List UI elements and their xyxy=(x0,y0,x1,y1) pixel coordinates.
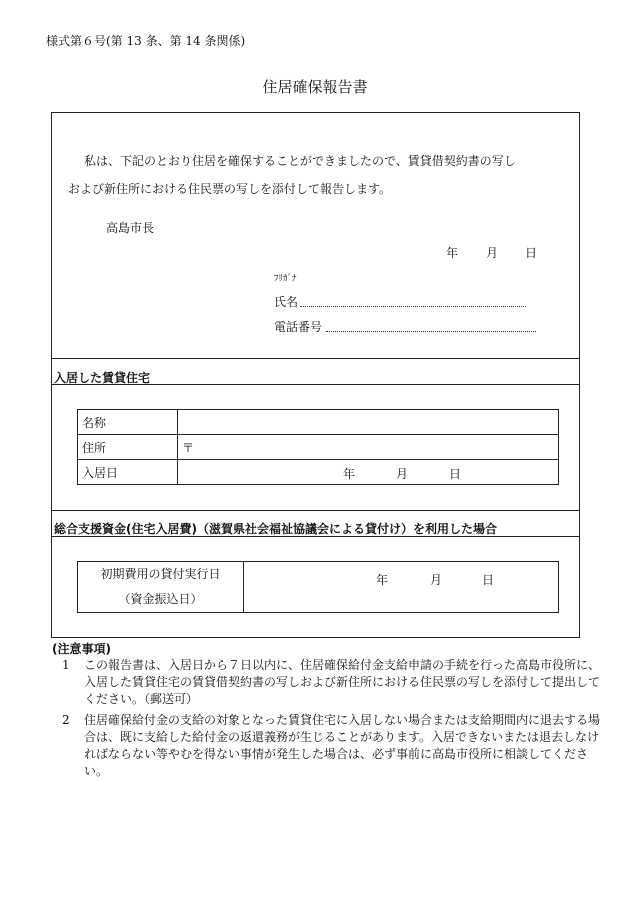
table-row xyxy=(78,562,559,613)
note-text: 住居確保給付金の支給の対象となった賃貸住宅に入居しない場合または支給期間内に退去する場合は、既に支給した給付金の返還義務が生じることがあります。入居できないまたは退去しなければならない等やむを得ない事情が発生した場合は、必ず事前に高島市役所に相談してください。 xyxy=(84,713,601,778)
loan-day-label: 日 xyxy=(482,573,495,587)
section-loan-heading: 総合支援資金(住宅入居費)（滋賀県社会福祉協議会による貸付け）を利用した場合 xyxy=(54,522,497,536)
note-number: 2 xyxy=(62,713,70,727)
move-in-day-label: 日 xyxy=(449,467,462,481)
intro-text xyxy=(68,147,516,203)
table-row xyxy=(78,460,559,485)
loan-date-field[interactable] xyxy=(244,562,559,613)
loan-date-sublabel: （資金振込日） xyxy=(118,592,203,606)
note-number: 1 xyxy=(62,658,70,672)
addressee: 高島市長 xyxy=(106,221,155,235)
divider xyxy=(52,358,579,359)
divider xyxy=(52,510,579,511)
move-in-month-label: 月 xyxy=(396,467,409,481)
move-in-date-label: 入居日 xyxy=(78,460,178,485)
name-label: 氏名 xyxy=(274,295,299,309)
loan-date-label-cell xyxy=(78,562,244,613)
table-row xyxy=(78,435,559,460)
rental-address-field[interactable]: 〒 xyxy=(178,435,559,460)
note-item xyxy=(62,712,607,782)
furigana-label: ﾌﾘｶﾞﾅ xyxy=(274,274,297,284)
phone-label: 電話番号 xyxy=(274,320,323,334)
section-rental-heading: 入居した賃貸住宅 xyxy=(54,371,151,385)
name-input-line[interactable] xyxy=(300,306,526,307)
rental-name-field[interactable] xyxy=(178,410,559,435)
rental-housing-table xyxy=(77,409,559,485)
date-month-label: 月 xyxy=(486,246,499,260)
date-year-label: 年 xyxy=(446,246,459,260)
loan-year-label: 年 xyxy=(376,573,389,587)
rental-name-label: 名称 xyxy=(78,410,178,435)
rental-address-label: 住所 xyxy=(78,435,178,460)
date-day-label: 日 xyxy=(525,246,538,260)
document-title: 住居確保報告書 xyxy=(262,78,368,96)
note-item xyxy=(62,657,607,711)
notes-heading: (注意事項) xyxy=(52,642,111,656)
intro-line-2: および新住所における住民票の写しを添付して報告します。 xyxy=(68,182,392,196)
table-row xyxy=(78,410,559,435)
form-number: 様式第６号(第 13 条、第 14 条関係) xyxy=(46,34,246,48)
loan-month-label: 月 xyxy=(430,573,443,587)
move-in-date-field[interactable] xyxy=(178,460,559,485)
phone-input-line[interactable] xyxy=(326,331,536,332)
move-in-year-label: 年 xyxy=(343,467,356,481)
note-text: この報告書は、入居日から７日以内に、住居確保給付金支給申請の手続を行った高島市役所に、入居した賃貸住宅の賃貸借契約書の写しおよび新住所における住民票の写しを添付して提出してください。（郵送可） xyxy=(84,658,601,706)
intro-line-1: 私は、下記のとおり住居を確保することができましたので、賃貸借契約書の写し xyxy=(84,154,516,168)
loan-date-label: 初期費用の貸付実行日 xyxy=(100,567,221,581)
loan-table xyxy=(77,561,559,613)
